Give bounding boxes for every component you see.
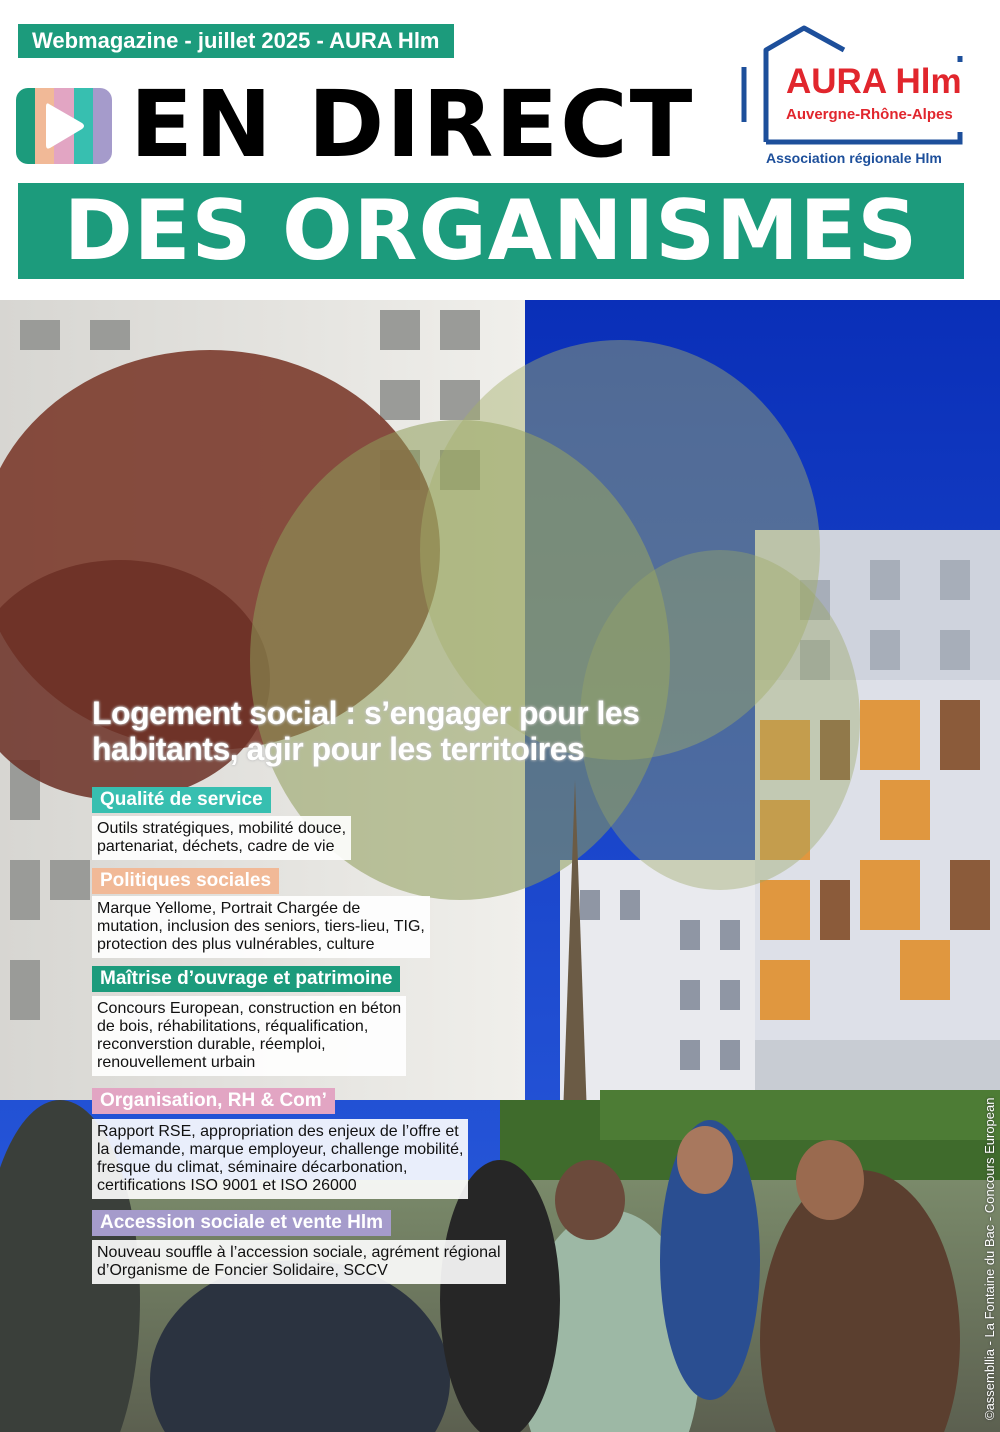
section-social-title[interactable]: Politiques sociales [92,868,279,894]
summary-line: Concours European, construction en béton [97,1000,402,1017]
section-building-title[interactable]: Maîtrise d’ouvrage et patrimoine [92,966,400,992]
section-organisation-summary [92,1119,468,1199]
section-quality-summary [92,816,351,860]
summary-line: Marque Yellome, Portrait Chargée de [97,900,361,917]
title-line-1: EN DIRECT [130,71,695,178]
logo-association: Association régionale Hlm [766,150,942,166]
logo-name: AURA Hlm [786,62,962,101]
summary-line: la demande, marque employeur, challenge mobilité, [97,1141,464,1158]
logo-region: Auvergne-Rhône-Alpes [786,106,953,123]
summary-line: fresque du climat, séminaire décarbonation, [97,1159,408,1176]
cover-headline [92,695,792,767]
aura-hlm-logo[interactable] [736,22,968,172]
section-social-summary [92,896,430,958]
section-accession-title[interactable]: Accession sociale et vente Hlm [92,1210,391,1236]
summary-line: partenariat, déchets, cadre de vie [97,838,335,855]
section-accession-summary [92,1240,506,1284]
edition-tag: Webmagazine - juillet 2025 - AURA Hlm [18,24,454,58]
summary-line: mutation, inclusion des seniors, tiers-lieu, TIG, [97,918,425,935]
section-quality-title[interactable]: Qualité de service [92,787,271,813]
section-organisation-title[interactable]: Organisation, RH & Com’ [92,1088,335,1114]
summary-line: Outils stratégiques, mobilité douce, [97,820,347,837]
summary-line: certifications ISO 9001 et ISO 26000 [97,1177,357,1194]
summary-line: reconverstion durable, réemploi, [97,1036,326,1053]
section-building-summary [92,996,406,1076]
summary-line: protection des plus vulnérables, culture [97,936,375,953]
summary-line: Nouveau souffle à l’accession sociale, agrément régional [97,1244,501,1261]
summary-line: de bois, réhabilitations, réqualification, [97,1018,369,1035]
summary-line: d’Organisme de Foncier Solidaire, SCCV [97,1262,388,1279]
title-line-2: DES ORGANISMES [63,183,919,279]
headline-line-1: Logement social : s’engager pour les [92,695,640,731]
play-icon [16,88,112,164]
summary-line: renouvellement urbain [97,1054,256,1071]
summary-line: Rapport RSE, appropriation des enjeux de l’offre et [97,1123,459,1140]
headline-line-2: habitants, agir pour les territoires [92,731,585,767]
title-band [18,183,964,279]
photo-credit: ©assembllia - La Fontaine du Bac - Concours European [982,1097,997,1420]
